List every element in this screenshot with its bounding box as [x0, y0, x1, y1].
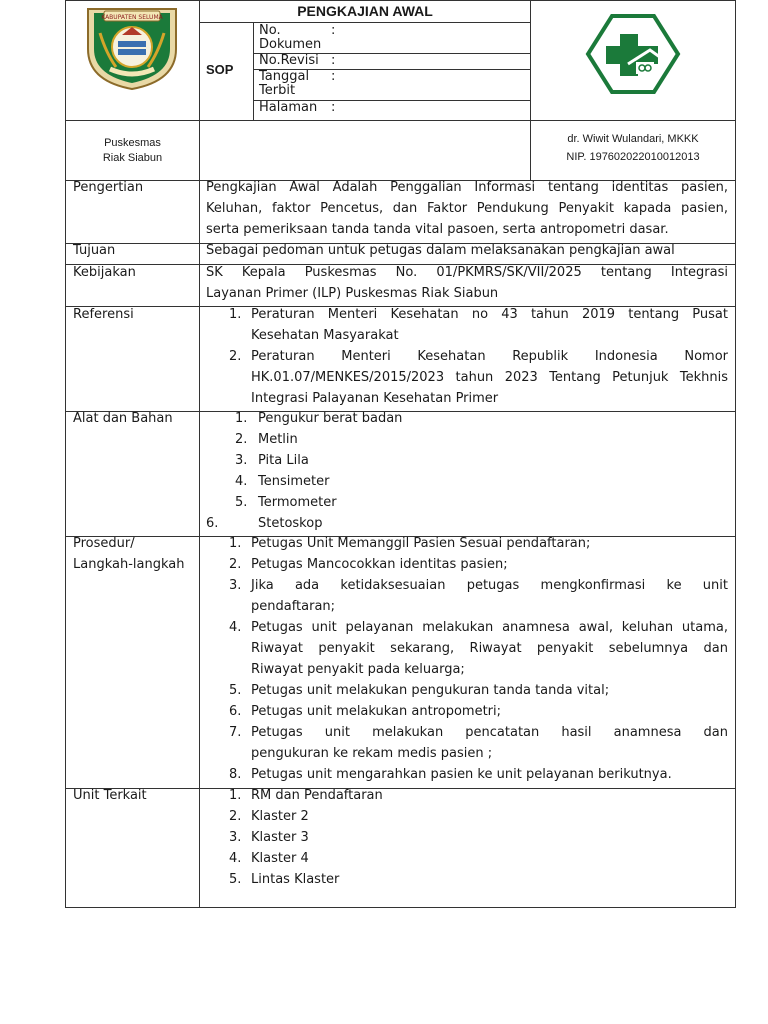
- referensi-line: Integrasi Palayanan Kesehatan Primer: [251, 391, 499, 406]
- logo-banner-text: KABUPATEN SELUMA: [101, 14, 163, 21]
- alat-item: Metlin: [258, 432, 298, 447]
- section-label-referensi: Referensi: [73, 307, 134, 322]
- section-label-kebijakan: Kebijakan: [73, 265, 136, 280]
- section-label-prosedur: Prosedur/: [73, 536, 135, 551]
- list-number: 4.: [235, 474, 248, 489]
- list-number: 2.: [229, 809, 242, 824]
- prosedur-line: Riwayat penyakit pada keluarga;: [251, 662, 465, 677]
- tujuan-text: Sebagai pedoman untuk petugas dalam melaksanakan pengkajian awal: [206, 243, 675, 258]
- prosedur-line: pendaftaran;: [251, 599, 336, 614]
- prosedur-line: Jika ada ketidaksesuaian petugas mengkonfirmasi ke unit: [251, 578, 728, 593]
- list-number: 1.: [229, 536, 242, 551]
- prosedur-line: Riwayat penyakit sekarang, Riwayat penyakit sebelumnya dan: [251, 641, 728, 656]
- pengertian-line: Pengkajian Awal Adalah Penggalian Informasi tentang identitas pasien,: [206, 180, 728, 195]
- field-tanggal-label-2: Terbit: [259, 83, 296, 98]
- field-separator: :: [331, 53, 336, 68]
- org-line-1: Puskesmas: [104, 137, 161, 149]
- prosedur-line: Petugas Mancocokkan identitas pasien;: [251, 557, 508, 572]
- prosedur-line: Petugas unit melakukan pengukuran tanda tanda vital;: [251, 683, 610, 698]
- unit-item: RM dan Pendaftaran: [251, 788, 383, 803]
- sop-label: SOP: [206, 62, 234, 77]
- unit-item: Lintas Klaster: [251, 872, 340, 887]
- referensi-line: HK.01.07/MENKES/2015/2023 tahun 2023 Tentang Petunjuk Tekhnis: [251, 370, 728, 385]
- table-right-border: [735, 0, 736, 908]
- org-line-2: Riak Siabun: [102, 152, 163, 164]
- section-label-prosedur-2: Langkah-langkah: [73, 557, 185, 572]
- list-number: 4.: [229, 620, 242, 635]
- org-name: [66, 136, 199, 166]
- list-number: 8.: [229, 767, 242, 782]
- document-title: PENGKAJIAN AWAL: [297, 3, 433, 19]
- list-number: 2.: [235, 432, 248, 447]
- referensi-line: Peraturan Menteri Kesehatan no 43 tahun 2019 tentang Pusat: [251, 307, 728, 322]
- referensi-line: Kesehatan Masyarakat: [251, 328, 399, 343]
- section-label-alat: Alat dan Bahan: [73, 411, 173, 426]
- table-top-border: [65, 0, 736, 1]
- alat-item: Stetoskop: [258, 516, 323, 531]
- puskesmas-cross-icon: [582, 10, 684, 98]
- list-number: 6.: [206, 516, 219, 531]
- section-label-unit: Unit Terkait: [73, 788, 147, 803]
- field-no-revisi-label: No.Revisi: [259, 53, 319, 68]
- unit-item: Klaster 3: [251, 830, 309, 845]
- prosedur-line: Petugas unit melakukan antropometri;: [251, 704, 502, 719]
- regency-logo: [82, 3, 182, 91]
- field-halaman-label: Halaman: [259, 100, 318, 115]
- unit-item: Klaster 4: [251, 851, 309, 866]
- pengertian-line: serta pemeriksaan tanda tanda vital pasoen, serta antropometri dasar.: [206, 222, 669, 237]
- pengertian-line: Keluhan, faktor Pencetus, dan Faktor Pendukung Penyakit kapada pasien,: [206, 201, 728, 216]
- field-tanggal-label: Tanggal: [259, 69, 310, 84]
- title-divider: [200, 22, 530, 23]
- unit-item: Klaster 2: [251, 809, 309, 824]
- list-number: 7.: [229, 725, 242, 740]
- kebijakan-line: SK Kepala Puskesmas No. 01/PKMRS/SK/VII/2025 tentang Integrasi: [206, 265, 728, 280]
- regency-crest-icon: [82, 3, 182, 91]
- list-number: 5.: [235, 495, 248, 510]
- referensi-line: Peraturan Menteri Kesehatan Republik Indonesia Nomor: [251, 349, 728, 364]
- alat-item: Pita Lila: [258, 453, 309, 468]
- list-number: 1.: [229, 307, 242, 322]
- prosedur-line: pengukuran ke rekam medis pasien ;: [251, 746, 493, 761]
- kebijakan-line: Layanan Primer (ILP) Puskesmas Riak Siabun: [206, 286, 499, 301]
- list-number: 1.: [235, 411, 248, 426]
- list-number: 3.: [229, 578, 242, 593]
- prosedur-line: Petugas unit mengarahkan pasien ke unit pelayanan berikutnya.: [251, 767, 672, 782]
- alat-item: Pengukur berat badan: [258, 411, 403, 426]
- list-number: 3.: [235, 453, 248, 468]
- alat-item: Termometer: [258, 495, 337, 510]
- signer-name: dr. Wiwit Wulandari, MKKK: [567, 133, 699, 145]
- prosedur-line: Petugas unit melakukan pencatatan hasil anamnesa dan: [251, 725, 728, 740]
- alat-item: Tensimeter: [258, 474, 330, 489]
- list-number: 6.: [229, 704, 242, 719]
- prosedur-line: Petugas unit pelayanan melakukan anamnesa awal, keluhan utama,: [251, 620, 728, 635]
- section-label-pengertian: Pengertian: [73, 180, 144, 195]
- table-bottom-border: [65, 907, 736, 908]
- field-separator: :: [331, 100, 336, 115]
- list-number: 4.: [229, 851, 242, 866]
- sop-divider: [253, 22, 254, 121]
- puskesmas-logo: [582, 10, 684, 98]
- list-number: 1.: [229, 788, 242, 803]
- field-no-dokumen-label-2: Dokumen: [259, 37, 322, 52]
- field-no-dokumen-label: No.: [259, 23, 281, 38]
- section-label-tujuan: Tujuan: [73, 243, 116, 258]
- label-column-divider: [199, 0, 200, 908]
- signer-nip: NIP. 197602022010012013: [566, 151, 700, 163]
- list-number: 2.: [229, 557, 242, 572]
- prosedur-line: Petugas Unit Memanggil Pasien Sesuai pendaftaran;: [251, 536, 591, 551]
- signer-block: [531, 130, 735, 166]
- list-number: 3.: [229, 830, 242, 845]
- field-separator: :: [331, 23, 336, 38]
- field-separator: :: [331, 69, 336, 84]
- list-number: 2.: [229, 349, 242, 364]
- list-number: 5.: [229, 683, 242, 698]
- list-number: 5.: [229, 872, 242, 887]
- row-divider: [65, 788, 736, 789]
- row-divider: [65, 120, 736, 121]
